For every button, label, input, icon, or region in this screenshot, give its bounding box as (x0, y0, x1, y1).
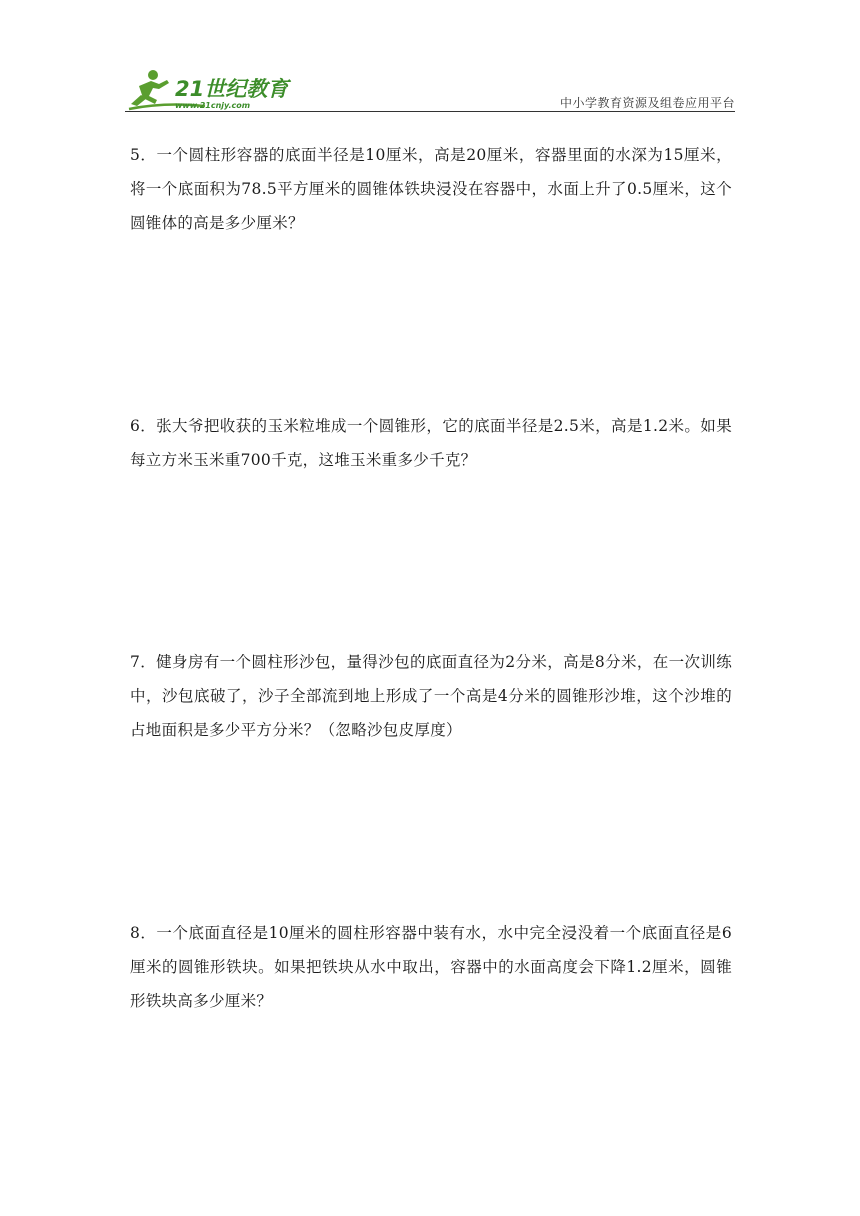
platform-name: 中小学教育资源及组卷应用平台 (559, 96, 735, 110)
logo-wordmark: 21世纪教育 (175, 77, 289, 101)
question-8: 8．一个底面直径是10厘米的圆柱形容器中装有水，水中完全浸没着一个底面直径是6厘米的圆锥形铁块。如果把铁块从水中取出，容器中的水面高度会下降1.2厘米，圆锥形铁块高多少厘米？ (130, 924, 732, 1010)
page-header (125, 62, 735, 114)
question-7: 7．健身房有一个圆柱形沙包，量得沙包的底面直径为2分米，高是8分米，在一次训练中，沙包底破了，沙子全部流到地上形成了一个高是4分米的圆锥形沙堆，这个沙堆的占地面积是多少平方分米？（忽略沙包皮厚度） (130, 653, 732, 739)
logo-url: www.21cnjy.com (175, 101, 251, 110)
question-5: 5．一个圆柱形容器的底面半径是10厘米，高是20厘米，容器里面的水深为15厘米，将一个底面积为78.5平方厘米的圆锥体铁块浸没在容器中，水面上升了0.5厘米，这个圆锥体的高是多少厘米？ (130, 146, 732, 232)
brand-logo (125, 62, 295, 114)
header-divider (125, 111, 735, 112)
question-6: 6．张大爷把收获的玉米粒堆成一个圆锥形，它的底面半径是2.5米，高是1.2米。如果每立方米玉米重700千克，这堆玉米重多少千克？ (130, 417, 732, 469)
